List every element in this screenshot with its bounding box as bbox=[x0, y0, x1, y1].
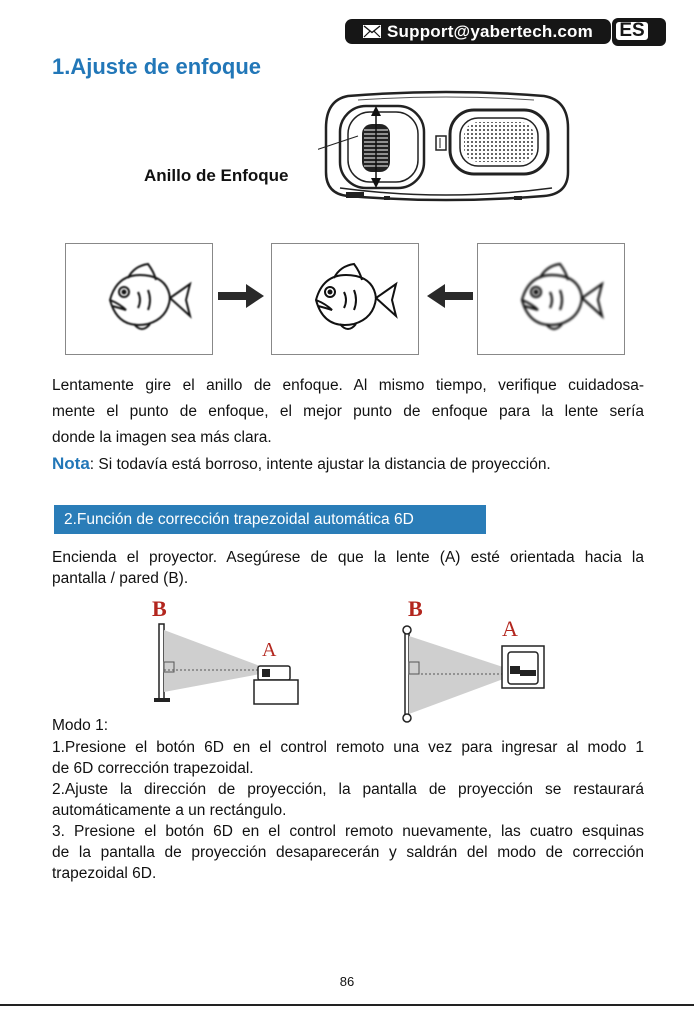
projector-focus-ring-illustration bbox=[318, 88, 574, 206]
step-line: 1.Presione el botón 6D en el control remoto una vez para ingresar al modo 1 bbox=[52, 739, 644, 756]
step-line: trapezoidal 6D. bbox=[52, 865, 157, 882]
section-title-keystone: 2.Función de corrección trapezoidal automática 6D bbox=[54, 505, 486, 534]
language-badge bbox=[612, 18, 666, 46]
language-code: ES bbox=[614, 20, 650, 42]
keystone-intro-paragraph bbox=[52, 547, 644, 589]
note-line bbox=[52, 454, 652, 475]
step-line: de 6D corrección trapezoidal. bbox=[52, 760, 254, 777]
step-line: automáticamente a un rectángulo. bbox=[52, 802, 287, 819]
paragraph-line: Lentamente gire el anillo de enfoque. Al mismo tiempo, verifique cuidadosa- bbox=[52, 377, 644, 394]
support-email-text: Support@yabertech.com bbox=[387, 21, 593, 41]
blurry-fish-frame-right bbox=[477, 243, 625, 355]
fish-image-blurry bbox=[66, 244, 211, 353]
projector-label-a: A bbox=[502, 616, 518, 641]
wall-label-b: B bbox=[152, 596, 167, 621]
step-1 bbox=[52, 737, 644, 779]
sharp-fish-frame-center bbox=[271, 243, 419, 355]
paragraph-line: Encienda el proyector. Asegúrese de que la lente (A) esté orientada hacia la bbox=[52, 549, 644, 566]
note-label: Nota bbox=[52, 454, 90, 473]
step-line: de la pantalla de proyección desaparecerán y saldrán del modo de corrección bbox=[52, 844, 644, 861]
arrow-left-icon bbox=[427, 284, 473, 308]
projection-top-view-diagram bbox=[392, 594, 552, 728]
step-line: 3. Presione el botón 6D en el control remoto nuevamente, las cuatro esquinas bbox=[52, 823, 644, 840]
projector-label-a: A bbox=[262, 639, 277, 661]
arrow-right-icon bbox=[218, 284, 264, 308]
fish-image-blurry bbox=[478, 244, 623, 353]
section-title-focus: 1.Ajuste de enfoque bbox=[52, 54, 262, 79]
page-number: 86 bbox=[339, 974, 355, 989]
mode-label: Modo 1: bbox=[52, 717, 109, 734]
footer-divider bbox=[0, 1004, 694, 1006]
wall-label-b: B bbox=[408, 596, 423, 621]
paragraph-line: mente el punto de enfoque, el mejor punto de enfoque para la lente sería bbox=[52, 403, 644, 420]
fish-image-sharp bbox=[272, 244, 417, 353]
paragraph-line: pantalla / pared (B). bbox=[52, 570, 189, 587]
note-text: : Si todavía está borroso, intente ajustar la distancia de proyección. bbox=[89, 456, 551, 473]
support-email-badge bbox=[345, 19, 611, 44]
focus-instructions-paragraph bbox=[52, 373, 644, 451]
focus-ring-label: Anillo de Enfoque bbox=[144, 166, 289, 185]
step-2 bbox=[52, 779, 644, 821]
step-line: 2.Ajuste la dirección de proyección, la pantalla de proyección se restaurará bbox=[52, 781, 644, 798]
paragraph-line: donde la imagen sea más clara. bbox=[52, 429, 272, 446]
step-3 bbox=[52, 821, 644, 884]
projection-side-view-diagram bbox=[150, 594, 310, 706]
blurry-fish-frame-left bbox=[65, 243, 213, 355]
envelope-icon bbox=[363, 25, 381, 38]
